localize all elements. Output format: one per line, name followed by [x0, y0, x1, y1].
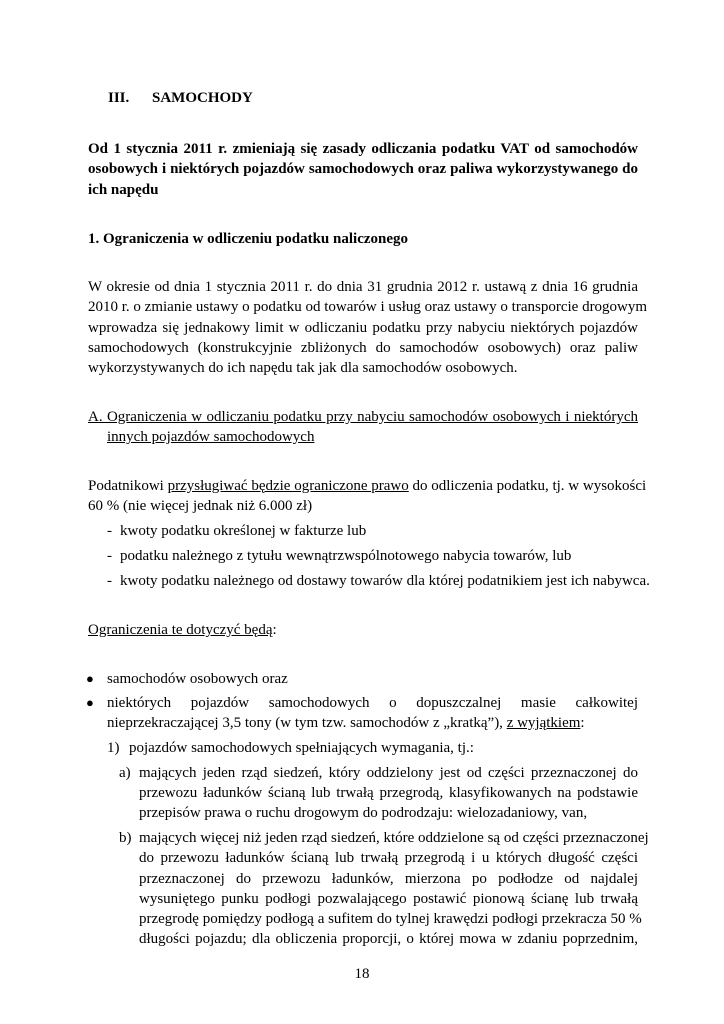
sub-b-line: mających więcej niż jeden rząd siedzeń, które oddzielone są od części przeznaczonej	[139, 830, 649, 846]
subheading-a-line: A. Ograniczenia w odliczaniu podatku przy nabyciu samochodów osobowych i niektórych	[88, 409, 638, 425]
dash-item: kwoty podatku określonej w fakturze lub	[120, 523, 367, 539]
bullet-item-underlined: z wyjątkiem	[506, 715, 581, 731]
bullet-item-suffix: :	[580, 715, 585, 731]
intro-heading-line: osobowych i niektórych pojazdów samochodowych oraz paliwa wykorzystywanego do	[88, 161, 638, 177]
dash-marker: -	[107, 573, 112, 589]
bullet-item: samochodów osobowych oraz	[107, 671, 288, 687]
sub-b-line: przegrodę pomiędzy podłogą a sufitem do tylnej krawędzi podłogi przekracza 50 %	[139, 911, 642, 927]
sub-b-line: wysuniętego punku podłogi pozwalającego postawić pionową ścianę lub trwałą	[139, 891, 638, 907]
sub-b-line: długości pojazdu; dla obliczenia proporcji, o której mowa w zdaniu poprzednim,	[139, 931, 638, 947]
paragraph-1-line: 2010 r. o zmianie ustawy o podatku od towarów i usług oraz ustawy o transporcie drogowym	[88, 299, 648, 315]
bullet-item-line: niektórych pojazdów samochodowych o dopuszczalnej masie całkowitej	[107, 695, 638, 711]
paragraph-2-prefix: Podatnikowi	[88, 478, 168, 494]
sub-b-line: do przewozu ładunków ścianą lub trwałą przegrodą i u których długość części	[139, 850, 638, 866]
intro-heading-line: ich napędu	[88, 182, 159, 198]
bullet-item-line	[107, 713, 585, 733]
sub-a-line: przepisów prawa o ruchu drogowym do podrodzaju: wielozadaniowy, van,	[139, 805, 588, 821]
sub-b-line: przeznaczonej do przewozu ładunków, mierzona po podłodze od najdalej	[139, 871, 638, 887]
subheading-1: 1. Ograniczenia w odliczeniu podatku naliczonego	[88, 231, 409, 247]
paragraph-1-line: samochodowych (konstrukcyjnie zbliżonych do samochodów osobowych) oraz paliw	[88, 340, 638, 356]
paragraph-1-line: wprowadza się jednakowy limit w odliczaniu podatku przy nabyciu niektórych pojazdów	[88, 320, 638, 336]
limits-label-underlined: Ograniczenia te dotyczyć będą	[88, 622, 273, 638]
section-title: SAMOCHODY	[152, 90, 253, 106]
paragraph-2-line	[88, 476, 647, 496]
limits-label-suffix: :	[272, 622, 277, 638]
paragraph-2-suffix: do odliczenia podatku, tj. w wysokości	[408, 478, 647, 494]
paragraph-1-line: W okresie od dnia 1 stycznia 2011 r. do dnia 31 grudnia 2012 r. ustawą z dnia 16 grudnia	[88, 279, 638, 295]
paragraph-1-line: wykorzystywanych do ich napędu tak jak dla samochodów osobowych.	[88, 360, 518, 376]
dash-item: kwoty podatku należnego od dostawy towarów dla której podatnikiem jest ich nabywca.	[120, 573, 650, 589]
subheading-a-line: innych pojazdów samochodowych	[107, 429, 315, 445]
bullet-marker: ●	[86, 671, 94, 686]
numbered-marker: 1)	[107, 740, 120, 756]
section-number: III.	[108, 90, 130, 106]
dash-item: podatku należnego z tytułu wewnątrzwspólnotowego nabycia towarów, lub	[120, 548, 572, 564]
limits-label	[88, 620, 277, 640]
sub-a-line: mających jeden rząd siedzeń, który oddzielony jest od części przeznaczonej do	[139, 765, 638, 781]
bullet-marker: ●	[86, 695, 94, 710]
page-number: 18	[354, 966, 370, 982]
dash-marker: -	[107, 548, 112, 564]
numbered-item: pojazdów samochodowych spełniających wymagania, tj.:	[129, 740, 474, 756]
paragraph-2-underlined: przysługiwać będzie ograniczone prawo	[167, 478, 409, 494]
bullet-item-prefix: nieprzekraczającej 3,5 tony (w tym tzw. samochodów z „kratką”),	[107, 715, 507, 731]
paragraph-2-line: 60 % (nie więcej jednak niż 6.000 zł)	[88, 498, 313, 514]
sub-a-label: a)	[119, 765, 131, 781]
intro-heading-line: Od 1 stycznia 2011 r. zmieniają się zasady odliczania podatku VAT od samochodów	[88, 141, 638, 157]
sub-b-label: b)	[119, 830, 132, 846]
sub-a-line: przewozu ładunków ścianą lub trwałą przegrodą, klasyfikowanych na podstawie	[139, 785, 638, 801]
dash-marker: -	[107, 523, 112, 539]
